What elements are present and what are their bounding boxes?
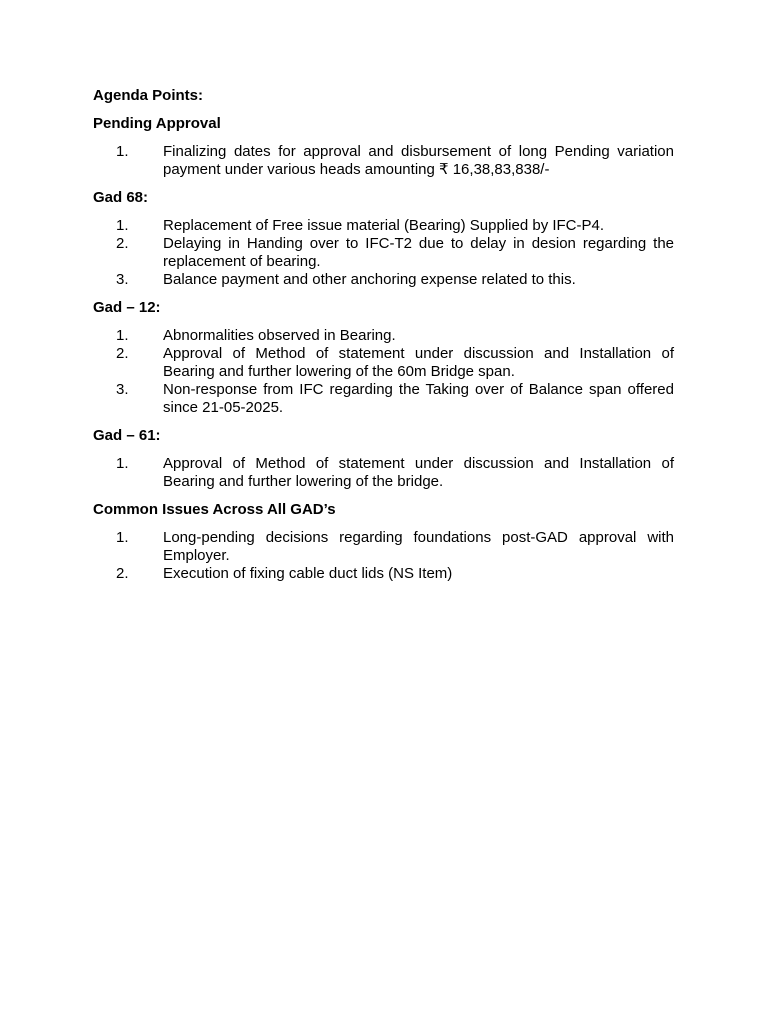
document-page	[93, 87, 674, 583]
item-number: 1.	[116, 529, 129, 546]
item-number: 2.	[116, 565, 129, 582]
list-item	[93, 381, 674, 417]
list-item	[93, 345, 674, 381]
item-number: 3.	[116, 381, 129, 398]
list-item	[93, 143, 674, 179]
item-number: 1.	[116, 217, 129, 234]
list-common-issues	[93, 529, 674, 583]
list-item	[93, 455, 674, 491]
section-heading-gad-12: Gad – 12:	[93, 299, 161, 316]
item-text: Replacement of Free issue material (Bearing) Supplied by IFC-P4.	[163, 217, 605, 234]
item-text: Balance payment and other anchoring expense related to this.	[163, 271, 576, 288]
list-item	[93, 529, 674, 565]
list-item	[93, 271, 674, 289]
item-text: Approval of Method of statement under discussion and Installation of Bearing and further lowering of the bridge.	[163, 455, 674, 490]
item-text: Delaying in Handing over to IFC-T2 due to delay in desion regarding the replacement of bearing.	[163, 235, 674, 270]
item-text: Execution of fixing cable duct lids (NS Item)	[163, 565, 453, 582]
item-text: Finalizing dates for approval and disbursement of long Pending variation payment under various heads amounting ₹ 16,38,83,838/-	[163, 143, 674, 178]
list-gad-61	[93, 455, 674, 491]
list-gad-12	[93, 327, 674, 417]
item-number: 1.	[116, 327, 129, 344]
section-heading-gad-68: Gad 68:	[93, 189, 149, 206]
item-number: 1.	[116, 455, 129, 472]
list-gad-68	[93, 217, 674, 289]
item-text: Non-response from IFC regarding the Taking over of Balance span offered since 21-05-2025.	[163, 381, 674, 416]
item-number: 2.	[116, 345, 129, 362]
list-item	[93, 235, 674, 271]
item-text: Abnormalities observed in Bearing.	[163, 327, 396, 344]
list-item	[93, 327, 674, 345]
section-heading-common-issues: Common Issues Across All GAD’s	[93, 501, 336, 518]
agenda-title: Agenda Points:	[93, 87, 204, 104]
section-heading-gad-61: Gad – 61:	[93, 427, 161, 444]
list-item	[93, 217, 674, 235]
item-number: 1.	[116, 143, 129, 160]
section-heading-pending-approval: Pending Approval	[93, 115, 221, 132]
list-item	[93, 565, 674, 583]
item-number: 2.	[116, 235, 129, 252]
item-text: Approval of Method of statement under discussion and Installation of Bearing and further lowering of the 60m Bridge span.	[163, 345, 674, 380]
item-text: Long-pending decisions regarding foundations post-GAD approval with Employer.	[163, 529, 674, 564]
list-pending-approval	[93, 143, 674, 179]
item-number: 3.	[116, 271, 129, 288]
